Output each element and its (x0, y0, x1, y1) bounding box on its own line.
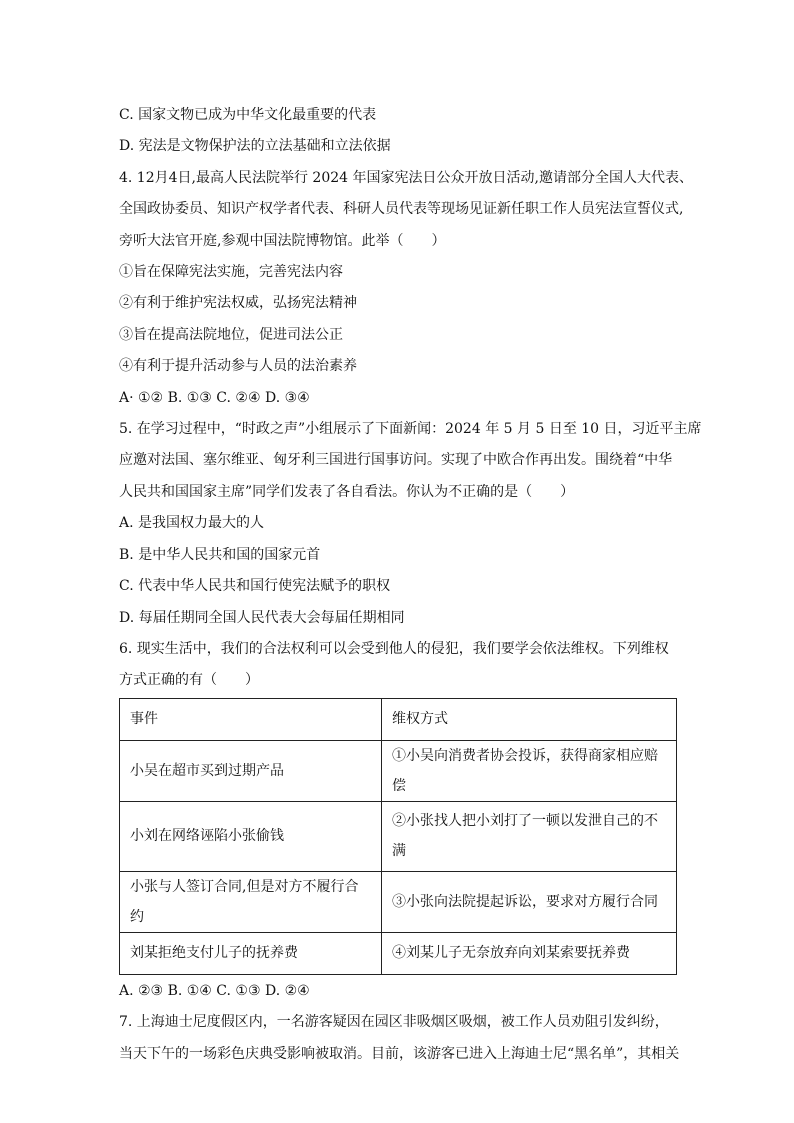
document-page (119, 100, 702, 1070)
q4-statement-4: ④有利于提升活动参与人员的法治素养 (119, 358, 357, 375)
q7-stem-line-1: 7. 上海迪士尼度假区内，一名游客疑因在园区非吸烟区吸烟，被工作人员劝阻引发纠纷， (119, 1014, 669, 1031)
q4-stem-line-1: 4. 12月4日,最高人民法院举行 2024 年国家宪法日公众开放日活动,邀请部分全国人大代表、 (119, 169, 693, 186)
event-cell: 小刘在网络诬陷小张偷钱 (120, 801, 382, 871)
q5-option-a: A. 是我国权力最大的人 (119, 515, 265, 532)
q4-statement-2: ②有利于维护宪法权威，弘扬宪法精神 (119, 295, 357, 312)
q6-stem-line-1: 6. 现实生活中，我们的合法权利可以会受到他人的侵犯，我们要学会依法维权。下列维权 (119, 640, 669, 657)
table-row (120, 871, 677, 932)
q4-stem-line-3: 旁听大法官开庭,参观中国法院博物馆。此举（ ） (119, 232, 446, 249)
q7-stem-line-2: 当天下午的一场彩色庆典受影响被取消。目前，该游客已进入上海迪士尼“黑名单”，其相关 (119, 1045, 680, 1062)
q4-stem-line-2: 全国政协委员、知识产权学者代表、科研人员代表等现场见证新任职工作人员宪法宣誓仪式, (119, 201, 684, 218)
event-cell: 刘某拒绝支付儿子的抚养费 (120, 932, 382, 974)
event-cell: 小张与人签订合同,但是对方不履行合约 (120, 871, 382, 932)
q4-statement-1: ①旨在保障宪法实施，完善宪法内容 (119, 264, 343, 281)
q5-option-d: D. 每届任期同全国人民代表大会每届任期相同 (119, 609, 405, 626)
q5-option-b: B. 是中华人民共和国的国家元首 (119, 546, 321, 563)
q5-stem-line-1: 5. 在学习过程中，“时政之声”小组展示了下面新闻：2024 年 5 月 5 日至 10 日，习近平主席 (119, 421, 702, 438)
method-cell: ②小张找人把小刘打了一顿以发泄自己的不满 (382, 801, 677, 871)
q5-option-c: C. 代表中华人民共和国行使宪法赋予的职权 (119, 578, 391, 595)
table-row (120, 801, 677, 871)
table-row (120, 932, 677, 974)
table-header-row (120, 698, 677, 740)
header-event: 事件 (120, 698, 382, 740)
event-cell: 小吴在超市买到过期产品 (120, 740, 382, 801)
q4-options: A· ①② B. ①③ C. ②④ D. ③④ (119, 389, 310, 406)
rights-table (119, 698, 677, 975)
q5-stem-line-2: 应邀对法国、塞尔维亚、匈牙利三国进行国事访问。实现了中欧合作再出发。围绕着“中华 (119, 452, 673, 469)
q5-stem-line-3: 人民共和国国家主席”同学们发表了各自看法。你认为不正确的是（ ） (119, 483, 575, 500)
q3-option-d: D. 宪法是文物保护法的立法基础和立法依据 (119, 138, 391, 155)
q3-option-c: C. 国家文物已成为中华文化最重要的代表 (119, 107, 377, 123)
table-row (120, 740, 677, 801)
q4-statement-3: ③旨在提高法院地位，促进司法公正 (119, 326, 343, 343)
header-method: 维权方式 (382, 698, 677, 740)
method-cell: ④刘某儿子无奈放弃向刘某索要抚养费 (382, 932, 677, 974)
q6-stem-line-2: 方式正确的有（ ） (119, 672, 259, 689)
method-cell: ③小张向法院提起诉讼，要求对方履行合同 (382, 871, 677, 932)
q6-options: A. ②③ B. ①④ C. ①③ D. ②④ (119, 982, 310, 999)
method-cell: ①小吴向消费者协会投诉，获得商家相应赔偿 (382, 740, 677, 801)
